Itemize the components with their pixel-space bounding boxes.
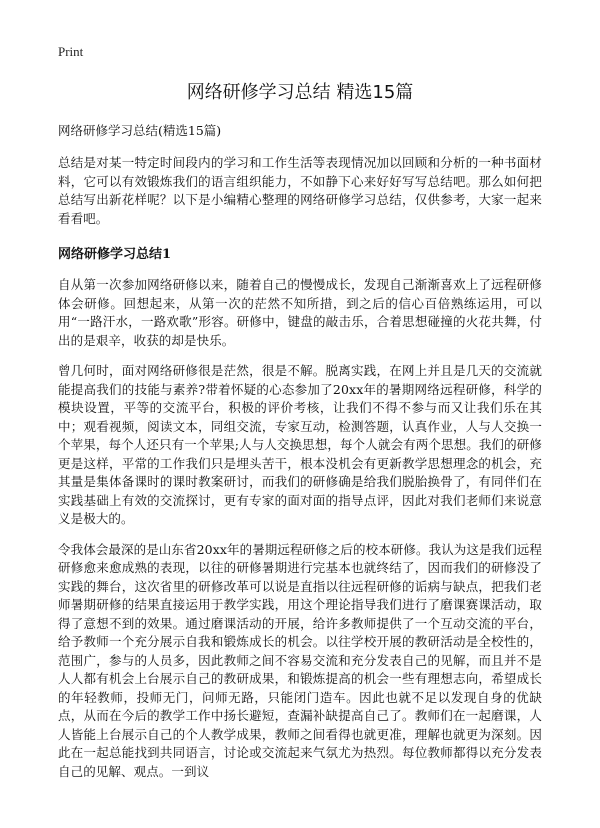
paragraph-3: 令我体会最深的是山东省20xx年的暑期远程研修之后的校本研修。我认为这是我们远程研修愈来愈成熟的表现，以往的研修暑期进行完基本也就终结了，因而我们的研修没了实践的舞台，这次省里的研修改革可以说是直指以往远程研修的诟病与缺点，把我们老师暑期研修的结果直接运用于教学实践，用这个理论指导我们进行了磨课赛课活动，取得了意想不到的效果。通过磨课活动的开展，给许多教师提供了一个互动交流的平台，给予教师一个充分展示自我和锻炼成长的机会。以往学校开展的教研活动是全校性的，范围广，参与的人员多，因此教师之间不容易交流和充分发表自己的见解，而且并不是人人都有机会上台展示自己的教研成果，和锻炼提高的机会一些有理想志向，希望成长的年轻教师，投师无门，问师无路，只能闭门造车。因此也就不足以发现自身的优缺点，从而在今后的教学工作中扬长避短，查漏补缺提高自己了。教师们在一起磨课，人人皆能上台展示自己的个人教学成果，教师之间看得也就更准，理解也就更为深刻。因此在一起总能找到共同语言，讨论或交流起来气氛尤为热烈。每位教师都得以充分发表自己的见解、观点。一到议 bbox=[58, 541, 543, 779]
paragraph-2: 曾几何时，面对网络研修很是茫然，很是不解。脱离实践，在网上并且是几天的交流就能提高我们的技能与素养?带着怀疑的心态参加了20xx年的暑期网络远程研修，科学的模块设置，平等的交流平台，积极的评价考核，让我们不得不参与而又让我们乐在其中；观看视频，阅读文本，同组交流，专家互动，检测答题，认真作业，人与人交换一个苹果，每个人还只有一个苹果;人与人交换思想，每个人就会有两个思想。我们的研修更是这样，平常的工作我们只是埋头苦干，根本没机会有更新教学思想理念的机会，充其量是集体备课时的课时教案研讨，而我们的研修确是给我们脱胎换骨了，有同伴们在实践基础上有效的交流探讨，更有专家的面对面的指导点评，因此对我们老师们来说意义是极大的。 bbox=[58, 363, 542, 526]
print-link[interactable]: Print bbox=[58, 44, 84, 59]
section-heading: 网络研修学习总结1 bbox=[58, 247, 172, 262]
document-subtitle: 网络研修学习总结(精选15篇) bbox=[58, 123, 222, 138]
paragraph-1: 自从第一次参加网络研修以来，随着自己的慢慢成长，发现自己渐渐喜欢上了远程研修体会研修。回想起来，从第一次的茫然不知所措，到之后的信心百倍熟练运用，可以用“一路汗水，一路欢歌”形容。研修中，键盘的敲击乐，合着思想碰撞的火花共舞，付出的是艰辛，收获的却是快乐。 bbox=[58, 277, 542, 348]
document-body bbox=[58, 122, 542, 793]
intro-paragraph: 总结是对某一特定时间段内的学习和工作生活等表现情况加以回顾和分析的一种书面材料，它可以有效锻炼我们的语言组织能力，不如静下心来好好写写总结吧。那么如何把总结写出新花样呢？以下是小编精心整理的网络研修学习总结，仅供参考，大家一起来看看吧。 bbox=[58, 155, 542, 226]
page-title: 网络研修学习总结 精选15篇 bbox=[186, 82, 414, 103]
